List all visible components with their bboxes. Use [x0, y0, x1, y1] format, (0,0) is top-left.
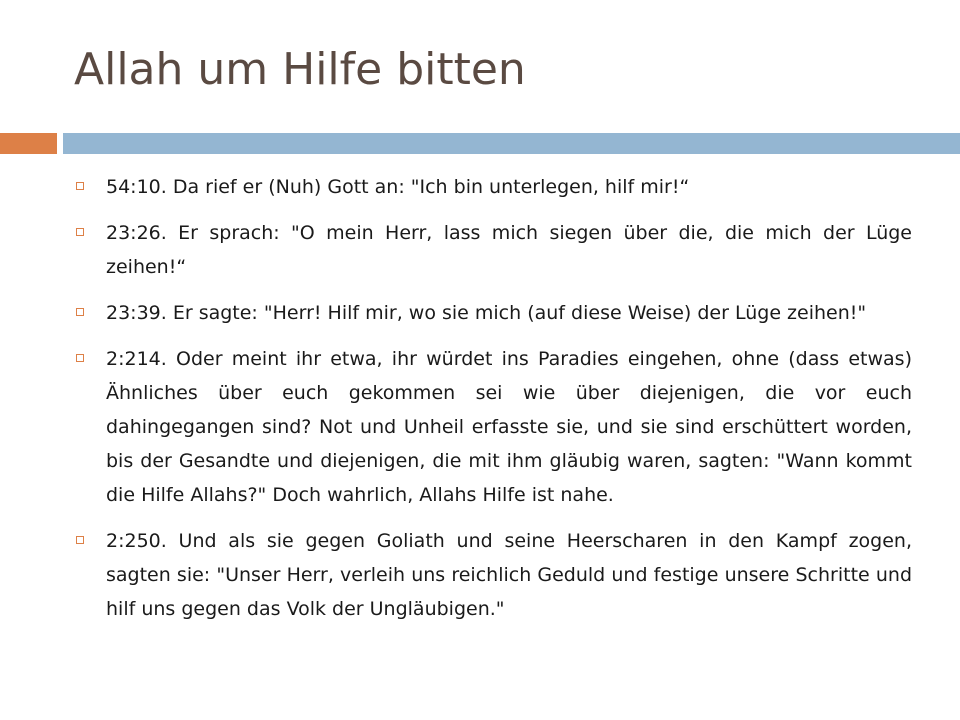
- bullet-text: 23:26. Er sprach: "O mein Herr, lass mich siegen über die, die mich der Lüge zeihen!“: [106, 222, 912, 278]
- slide-title: Allah um Hilfe bitten: [74, 44, 526, 95]
- bullet-text: 54:10. Da rief er (Nuh) Gott an: "Ich bin unterlegen, hilf mir!“: [106, 176, 690, 198]
- bullet-item: [72, 296, 912, 330]
- hollow-square-icon: [76, 354, 84, 362]
- bullet-item: [72, 170, 912, 204]
- bullet-text: 23:39. Er sagte: "Herr! Hilf mir, wo sie mich (auf diese Weise) der Lüge zeihen!": [106, 302, 867, 324]
- hollow-square-icon: [76, 536, 84, 544]
- bullet-item: [72, 342, 912, 512]
- bullet-item: [72, 524, 912, 626]
- hollow-square-icon: [76, 308, 84, 316]
- bullet-text: 2:250. Und als sie gegen Goliath und seine Heerscharen in den Kampf zogen, sagten sie: "Unser Herr, verleih uns reichlich Geduld und festige unsere Schritte und hilf uns gegen das Volk der Ungläubigen.": [106, 530, 912, 620]
- hollow-square-icon: [76, 182, 84, 190]
- bullet-text: 2:214. Oder meint ihr etwa, ihr würdet ins Paradies eingehen, ohne (dass etwas) Ähnliches über euch gekommen sei wie über diejenigen, die vor euch dahingegangen sind? Not und Unheil erfasste sie, und sie sind erschüttert worden, bis der Gesandte und diejenigen, die mit ihm gläubig waren, sagten: "Wann kommt die Hilfe Allahs?" Doch wahrlich, Allahs Hilfe ist nahe.: [106, 348, 912, 506]
- bullet-list: [72, 170, 912, 638]
- accent-bar-orange: [0, 133, 57, 154]
- bullet-item: [72, 216, 912, 284]
- hollow-square-icon: [76, 228, 84, 236]
- accent-bar-blue: [63, 133, 960, 154]
